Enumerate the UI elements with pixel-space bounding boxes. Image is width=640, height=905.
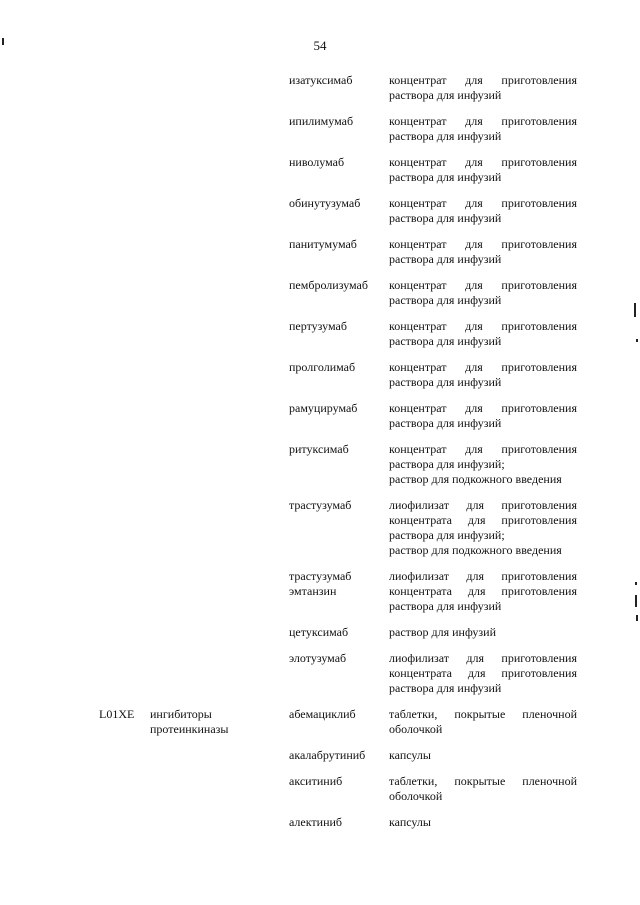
table-row [0,319,640,360]
dosage-form-line: оболочкой [389,789,443,803]
dosage-form-line: раствора для инфузий [389,334,502,348]
table-row [0,401,640,442]
dosage-form [389,401,577,431]
drug-name-line: цетуксимаб [289,625,349,639]
drug-name [289,569,384,614]
dosage-form-line: таблетки, покрытые пленочной [389,774,577,788]
dosage-form [389,815,577,830]
drug-name [289,360,384,390]
dosage-form [389,498,577,558]
dosage-form-line: концентрат для приготовления [389,319,577,333]
dosage-form-line: раствора для инфузий; [389,457,505,471]
drug-name [289,114,384,144]
table-row [0,360,640,401]
dosage-form-line: концентрата для приготовления [389,666,577,680]
dosage-form-line: концентрат для приготовления [389,196,577,210]
dosage-form-line: концентрат для приготовления [389,114,577,128]
drug-name-line: трастузумаб [289,569,352,583]
dosage-form-line: концентрата для приготовления [389,584,577,598]
drug-name [289,748,384,763]
drug-name-line: ниволумаб [289,155,345,169]
dosage-form-line: концентрат для приготовления [389,278,577,292]
dosage-form [389,114,577,144]
table-row [0,278,640,319]
table-row [0,73,640,114]
pharmacological-group [150,707,280,737]
drug-name [289,498,384,558]
dosage-form [389,196,577,226]
drug-name [289,73,384,103]
table-row [0,651,640,707]
dosage-form-line: лиофилизат для приготовления [389,569,577,583]
dosage-form [389,774,577,804]
dosage-form [389,748,577,763]
dosage-form-line: раствора для инфузий [389,416,502,430]
drug-name [289,196,384,226]
dosage-form-line: раствор для инфузий [389,625,496,639]
dosage-form-line: оболочкой [389,722,443,736]
drug-name [289,237,384,267]
drug-name [289,278,384,308]
drug-name-line: пертузумаб [289,319,347,333]
dosage-form [389,360,577,390]
dosage-form-line: раствора для инфузий; [389,528,505,542]
dosage-form [389,707,577,737]
table-row [0,815,640,841]
dosage-form-line: раствор для подкожного введения [389,472,562,486]
drug-name-line: алектиниб [289,815,343,829]
dosage-form [389,442,577,487]
drug-name [289,707,384,737]
drug-name [289,625,384,640]
dosage-form-line: раствора для инфузий [389,170,502,184]
dosage-form-line: раствора для инфузий [389,375,502,389]
drug-name-line: изатуксимаб [289,73,353,87]
drug-name-line: ритуксимаб [289,442,349,456]
dosage-form-line: раствора для инфузий [389,599,502,613]
table-row [0,707,640,748]
dosage-form-line: раствора для инфузий [389,681,502,695]
dosage-form [389,155,577,185]
page-number: 54 [313,38,327,53]
dosage-form-line: раствора для инфузий [389,252,502,266]
drug-name-line: рамуцирумаб [289,401,358,415]
dosage-form [389,237,577,267]
drug-name-line: эмтанзин [289,584,337,598]
atc-code: L01XE [99,707,135,721]
table-row [0,196,640,237]
table-row [0,442,640,498]
dosage-form-line: концентрата для приготовления [389,513,577,527]
drug-name-line: акалабрутиниб [289,748,366,762]
drug-name [289,815,384,830]
dosage-form-line: раствор для подкожного введения [389,543,562,557]
dosage-form-line: концентрат для приготовления [389,237,577,251]
dosage-form-line: раствора для инфузий [389,88,502,102]
table-row [0,155,640,196]
group-line: протеинкиназы [150,722,229,736]
table-row [0,498,640,569]
dosage-form-line: таблетки, покрытые пленочной [389,707,577,721]
dosage-form-line: лиофилизат для приготовления [389,651,577,665]
table-row [0,625,640,651]
dosage-form [389,319,577,349]
table-row [0,114,640,155]
dosage-form-line: концентрат для приготовления [389,442,577,456]
dosage-form-line: концентрат для приготовления [389,401,577,415]
dosage-form-line: капсулы [389,815,431,829]
dosage-form [389,651,577,696]
table-row [0,569,640,625]
dosage-form [389,569,577,614]
table-row [0,237,640,278]
drug-name-line: пролголимаб [289,360,356,374]
group-line: ингибиторы [150,707,212,721]
drug-name [289,401,384,431]
dosage-form-line: раствора для инфузий [389,129,502,143]
drug-name-line: акситиниб [289,774,343,788]
drug-name-line: ипилимумаб [289,114,354,128]
dosage-form-line: концентрат для приготовления [389,155,577,169]
drug-table [0,73,640,841]
drug-name-line: трастузумаб [289,498,352,512]
dosage-form-line: раствора для инфузий [389,293,502,307]
dosage-form-line: лиофилизат для приготовления [389,498,577,512]
table-row [0,748,640,774]
drug-name [289,651,384,696]
dosage-form [389,625,577,640]
drug-name [289,442,384,487]
drug-name-line: панитумумаб [289,237,357,251]
dosage-form-line: концентрат для приготовления [389,73,577,87]
dosage-form [389,73,577,103]
dosage-form-line: концентрат для приготовления [389,360,577,374]
drug-name [289,319,384,349]
drug-name-line: обинутузумаб [289,196,361,210]
dosage-form-line: раствора для инфузий [389,211,502,225]
dosage-form [389,278,577,308]
drug-name-line: абемациклиб [289,707,356,721]
dosage-form-line: капсулы [389,748,431,762]
drug-name [289,155,384,185]
drug-name [289,774,384,804]
table-row [0,774,640,815]
drug-name-line: пембролизумаб [289,278,368,292]
drug-name-line: элотузумаб [289,651,347,665]
